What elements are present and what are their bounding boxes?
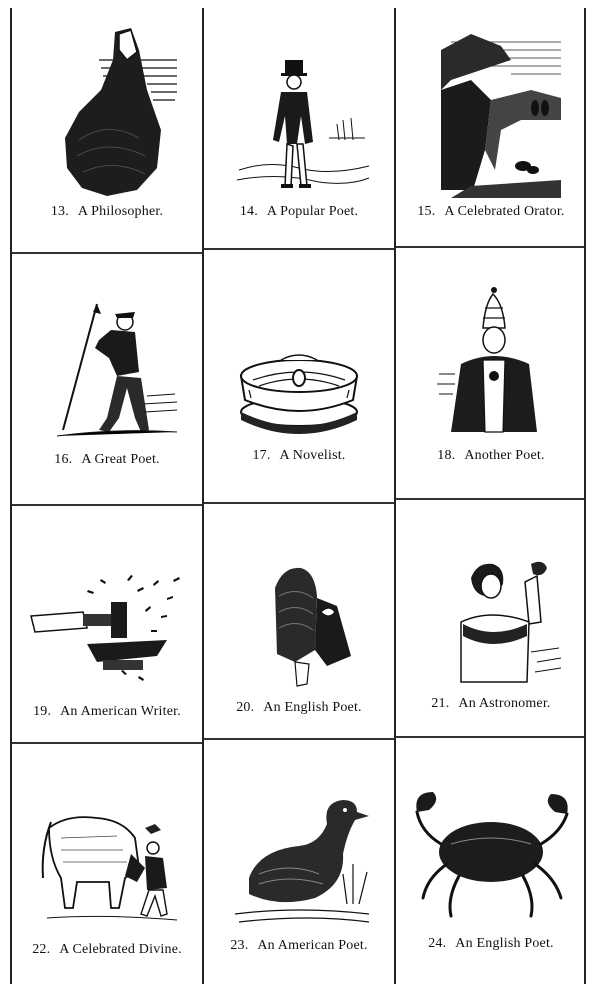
pie-icon <box>219 264 379 442</box>
card-title: An American Writer. <box>60 704 181 719</box>
grid-divider-1 <box>202 8 204 984</box>
row-divider <box>12 504 202 506</box>
card-title: A Popular Poet. <box>266 204 359 219</box>
card-caption <box>13 942 201 958</box>
hammer-anvil-sparks-icon <box>27 520 187 698</box>
card-title: A Philosopher. <box>77 204 164 219</box>
card-21 <box>397 500 585 740</box>
card-number: 20. <box>236 700 255 715</box>
card-title: An Astronomer. <box>458 696 551 711</box>
card-16 <box>13 256 201 496</box>
bonnet-icon <box>219 516 379 694</box>
card-caption <box>13 704 201 720</box>
card-title: An English Poet. <box>263 700 362 715</box>
card-number: 19. <box>33 704 52 719</box>
card-caption <box>205 938 393 954</box>
card-number: 17. <box>252 448 271 463</box>
grid-border-left <box>10 8 12 984</box>
card-17 <box>205 252 393 492</box>
man-with-pike-icon <box>27 268 187 446</box>
card-number: 14. <box>239 204 258 219</box>
card-13 <box>13 8 201 248</box>
bull-and-boy-icon <box>27 758 187 936</box>
woman-holding-cup-icon <box>411 512 571 690</box>
card-number: 15. <box>417 204 436 219</box>
gentleman-top-hat-icon <box>219 20 379 198</box>
card-14 <box>205 8 393 248</box>
row-divider <box>204 248 394 250</box>
card-caption <box>13 204 201 220</box>
card-number: 16. <box>54 452 73 467</box>
card-caption <box>397 204 585 220</box>
card-title: An English Poet. <box>455 936 554 951</box>
card-23 <box>205 742 393 982</box>
card-caption <box>205 700 393 716</box>
card-caption <box>13 452 201 468</box>
card-15 <box>397 8 585 248</box>
ham-icon <box>27 20 187 198</box>
card-18 <box>397 252 585 492</box>
card-title: Another Poet. <box>464 448 545 463</box>
duck-icon <box>219 754 379 932</box>
card-title: A Great Poet. <box>81 452 160 467</box>
card-number: 24. <box>428 936 447 951</box>
card-title: A Celebrated Orator. <box>444 204 565 219</box>
card-22 <box>13 746 201 986</box>
card-number: 18. <box>437 448 456 463</box>
card-caption <box>397 448 585 464</box>
card-caption <box>397 936 585 952</box>
pope-icon <box>411 264 571 442</box>
card-20 <box>205 504 393 744</box>
card-title: An American Poet. <box>257 938 368 953</box>
crab-icon <box>411 752 571 930</box>
card-number: 22. <box>32 942 51 957</box>
cliff-landscape-icon <box>411 20 571 198</box>
card-19 <box>13 508 201 748</box>
card-24 <box>397 740 585 980</box>
card-caption <box>205 448 393 464</box>
card-caption <box>397 696 585 712</box>
card-number: 13. <box>50 204 69 219</box>
puzzle-grid <box>10 8 586 984</box>
card-title: A Celebrated Divine. <box>59 942 182 957</box>
card-caption <box>205 204 393 220</box>
card-title: A Novelist. <box>279 448 346 463</box>
card-number: 21. <box>431 696 450 711</box>
card-number: 23. <box>230 938 249 953</box>
row-divider <box>12 252 202 254</box>
grid-divider-2 <box>394 8 396 984</box>
